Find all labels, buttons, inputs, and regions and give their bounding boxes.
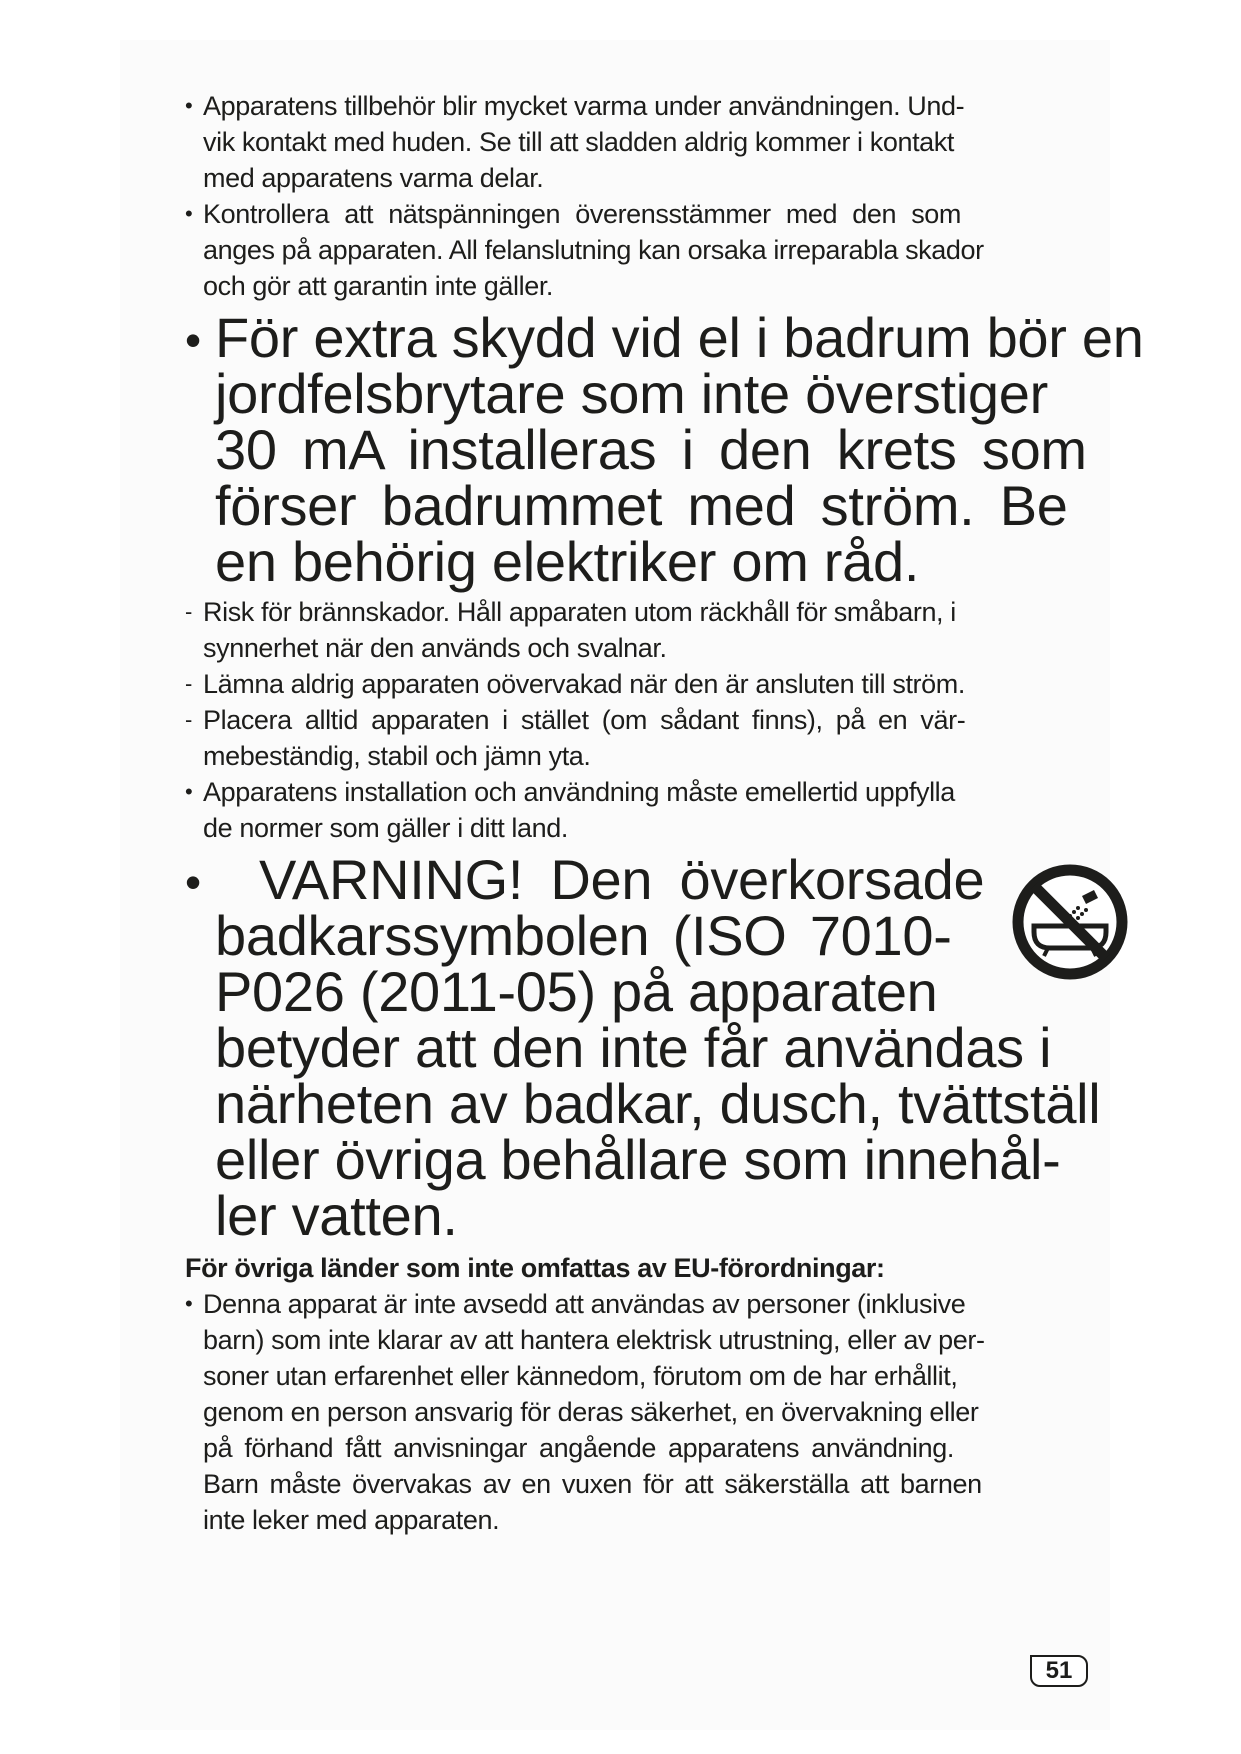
text-line: Kontrollera att nätspänningen överensstämmer med den som (203, 199, 962, 229)
page-number: 51 (1030, 1655, 1088, 1687)
dash-marker: - (185, 671, 192, 696)
dash-marker: - (185, 707, 192, 732)
text-line: med apparatens varma delar. (203, 163, 544, 193)
text-line: Barn måste övervakas av en vuxen för att säkerställa att barnen (203, 1469, 982, 1499)
text-line: soner utan erfarenhet eller kännedom, förutom om de har erhållit, (203, 1361, 958, 1391)
bullet-item (185, 196, 1085, 304)
bullet-marker: • (185, 856, 201, 908)
bullet-item (185, 774, 1085, 846)
bullet-marker: • (185, 779, 193, 804)
text-line: P026 (2011-05) på apparaten (215, 960, 938, 1023)
dash-item (185, 594, 1085, 666)
text-line: anges på apparaten. All felanslutning kan orsaka irreparabla skador (203, 235, 984, 265)
text-line: Risk för brännskador. Håll apparaten utom räckhåll för småbarn, i (203, 597, 956, 627)
bullet-marker: • (185, 1291, 193, 1316)
text-line: betyder att den inte får användas i (215, 1016, 1052, 1079)
section-heading: För övriga länder som inte omfattas av EU-förordningar: (185, 1253, 885, 1283)
text-line: badkarssymbolen (ISO 7010- (215, 904, 952, 967)
text-line: de normer som gäller i ditt land. (203, 813, 568, 843)
text-line: förser badrummet med ström. Be (215, 474, 1068, 537)
text-line: barn) som inte klarar av att hantera elektrisk utrustning, eller av per- (203, 1325, 985, 1355)
large-safety-notice (185, 306, 1144, 593)
text-line: För extra skydd vid el i badrum bör en (215, 306, 1144, 369)
no-bathtub-prohibition-icon (1010, 862, 1130, 982)
dash-item (185, 702, 1085, 774)
text-line: närheten av badkar, dusch, tvättställ (215, 1072, 1101, 1135)
text-line: ler vatten. (215, 1184, 458, 1247)
text-line: VARNING! Den överkorsade (259, 848, 985, 911)
text-line: Apparatens installation och användning måste emellertid uppfylla (203, 777, 955, 807)
text-line: genom en person ansvarig för deras säkerhet, en övervakning eller (203, 1397, 979, 1427)
bullet-item (185, 88, 1085, 196)
bullet-item (185, 1286, 1085, 1538)
text-line: mebeständig, stabil och jämn yta. (203, 741, 591, 771)
text-line: inte leker med apparaten. (203, 1505, 500, 1535)
bullet-marker: • (185, 93, 193, 118)
bullet-marker: • (185, 314, 201, 366)
text-line: 30 mA installeras i den krets som (215, 418, 1087, 481)
text-line: en behörig elektriker om råd. (215, 530, 920, 593)
warning-block (185, 848, 1101, 1247)
text-line: vik kontakt med huden. Se till att sladden aldrig kommer i kontakt (203, 127, 954, 157)
text-line: synnerhet när den används och svalnar. (203, 633, 667, 663)
text-line: Apparatens tillbehör blir mycket varma under användningen. Und- (203, 91, 965, 121)
text-line: Denna apparat är inte avsedd att användas av personer (inklusive (203, 1289, 966, 1319)
dash-item (185, 666, 1085, 702)
text-line: Placera alltid apparaten i stället (om sådant finns), på en vär- (203, 705, 966, 735)
text-line: och gör att garantin inte gäller. (203, 271, 554, 301)
page-content (185, 88, 1144, 1538)
bullet-marker: • (185, 201, 193, 226)
text-line: Lämna aldrig apparaten oövervakad när den är ansluten till ström. (203, 669, 965, 699)
text-line: eller övriga behållare som innehål- (215, 1128, 1061, 1191)
warning-notice (185, 848, 1101, 1247)
text-line: på förhand fått anvisningar angående apparatens användning. (203, 1433, 954, 1463)
dash-marker: - (185, 599, 192, 624)
text-line: jordfelsbrytare som inte överstiger (215, 362, 1048, 425)
